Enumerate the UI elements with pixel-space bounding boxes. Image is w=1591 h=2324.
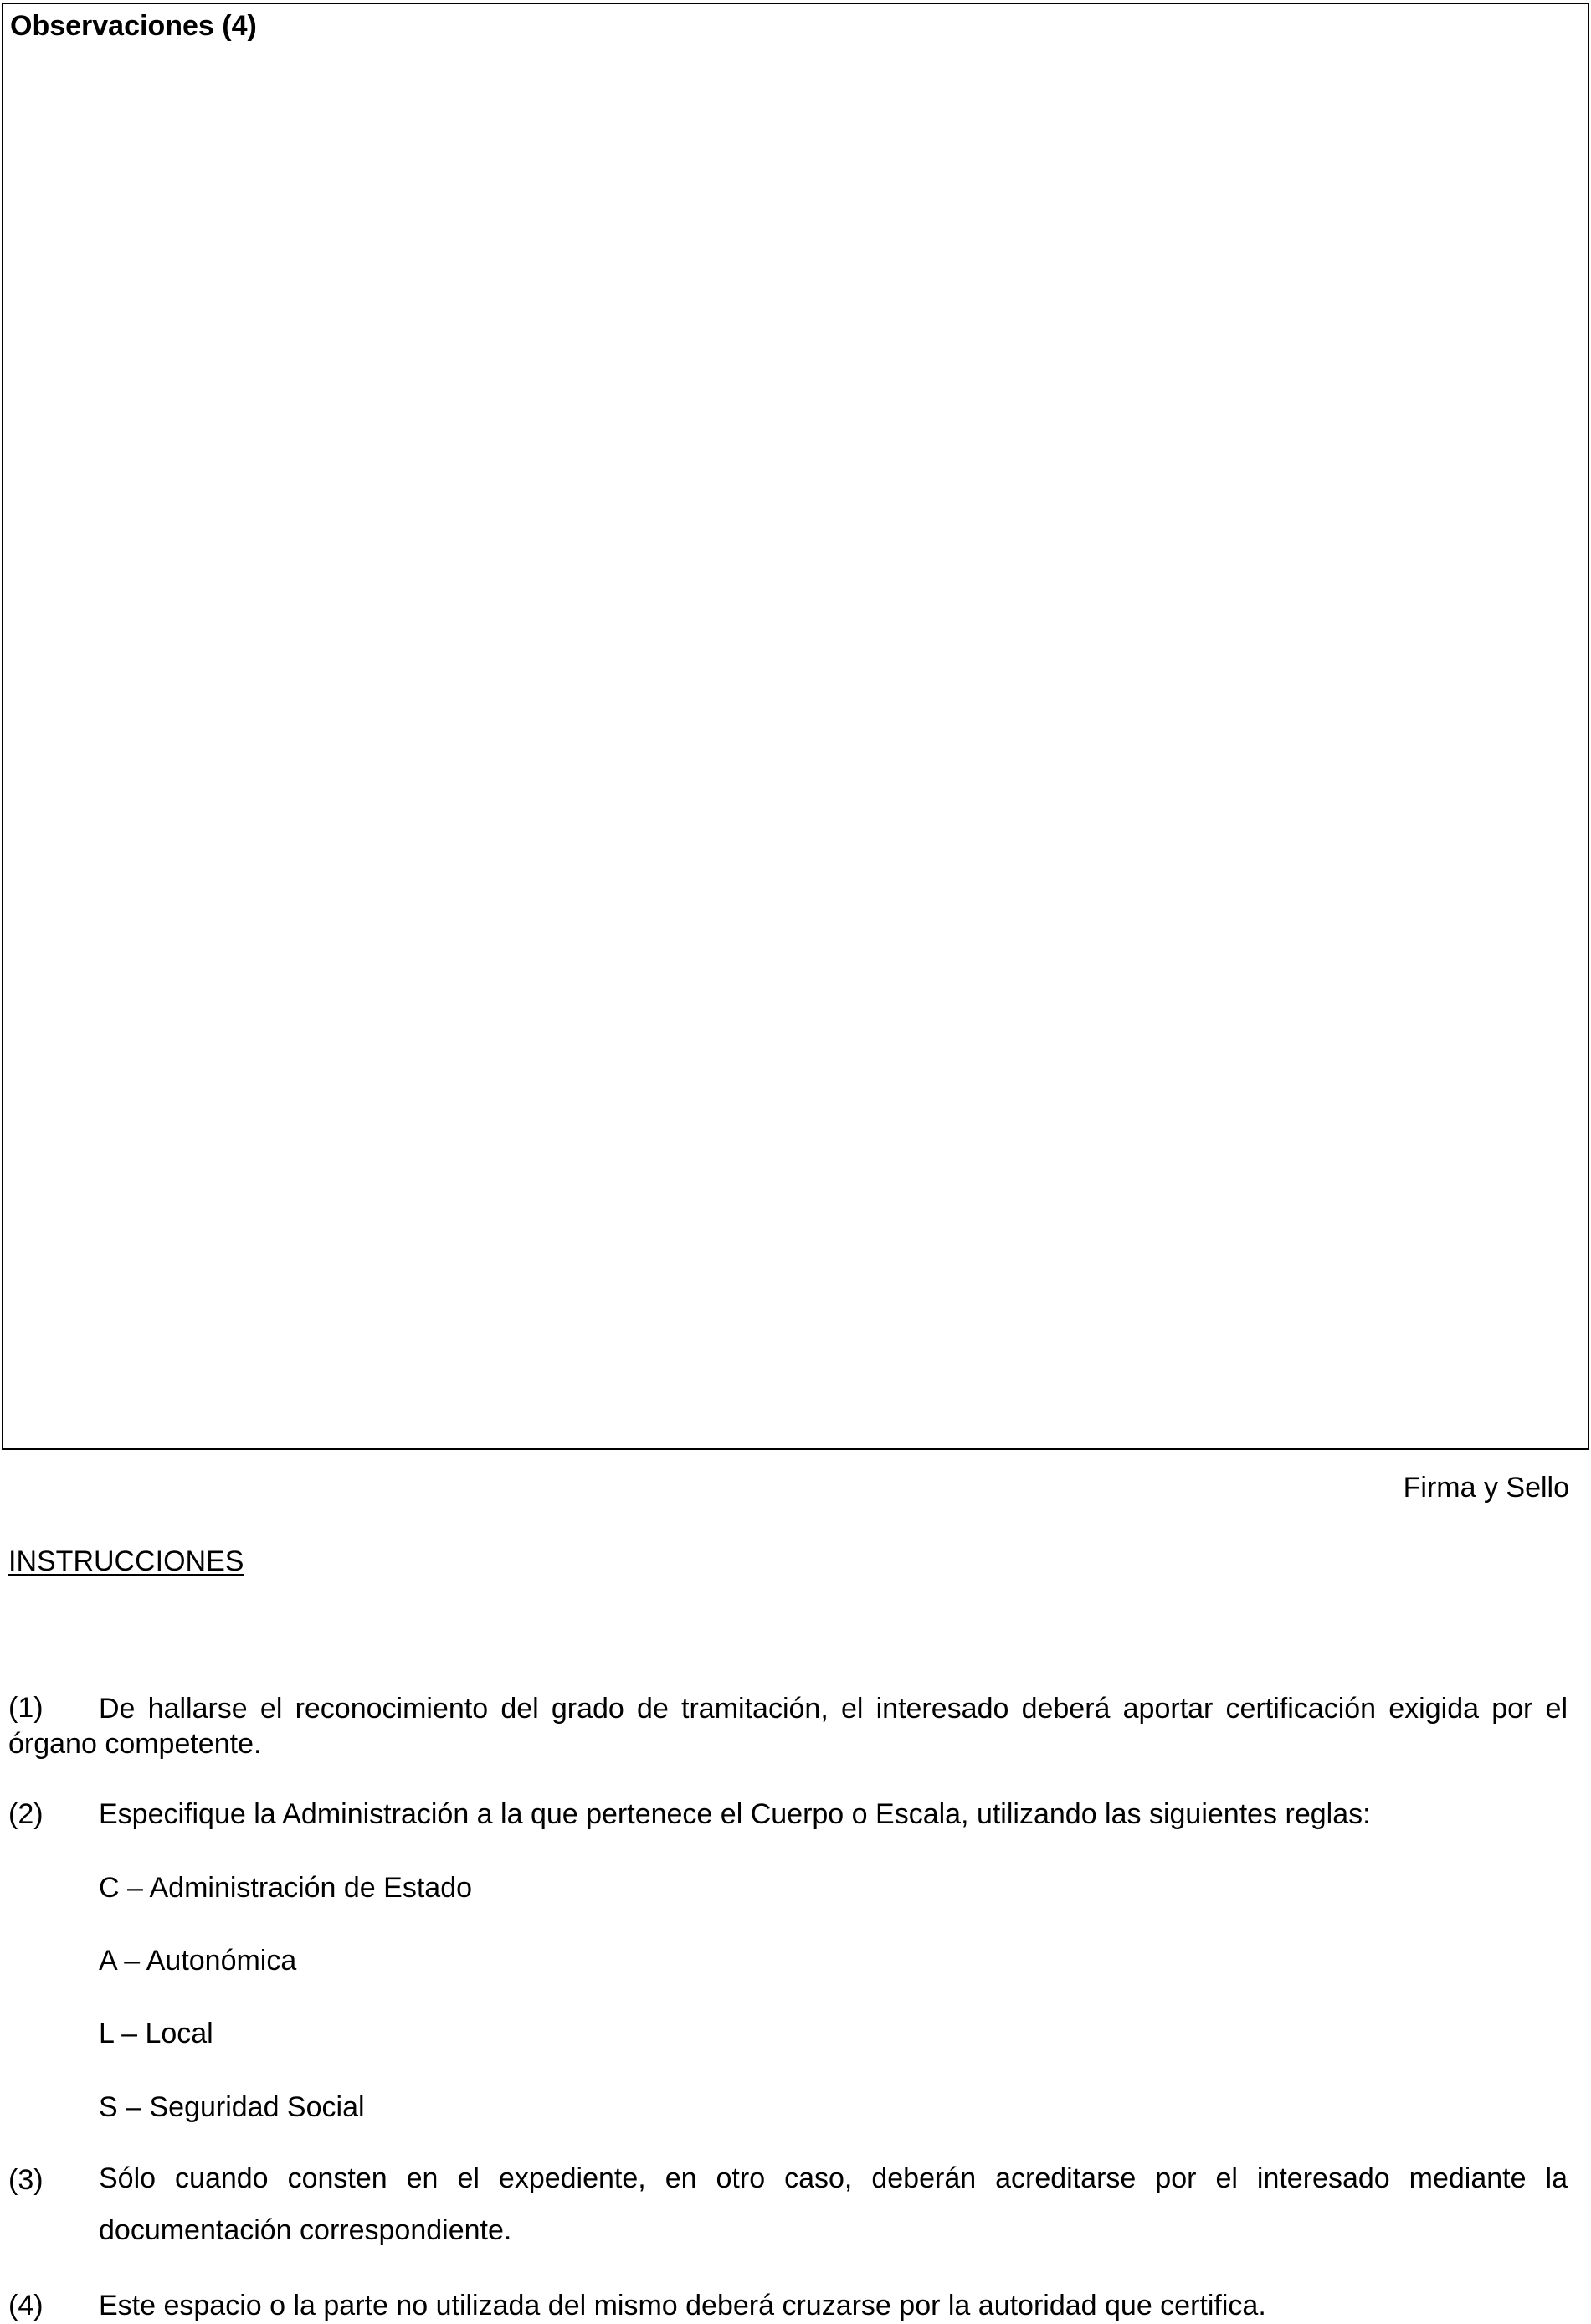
- note-number: (2): [8, 1798, 44, 1830]
- administration-rule-l: L – Local: [99, 2018, 213, 2049]
- instruction-note-1: [8, 1691, 1568, 1761]
- administration-rule-a: A – Autonómica: [99, 1945, 297, 1977]
- signature-label: Firma y Sello: [1403, 1472, 1569, 1504]
- note-number: (3): [8, 2164, 44, 2196]
- note-text: Sólo cuando consten en el expediente, en otro caso, deberán acreditarse por el interesado mediante la documentación correspondiente.: [99, 2162, 1568, 2246]
- note-number: (4): [8, 2290, 44, 2321]
- instructions-heading: INSTRUCCIONES: [8, 1545, 244, 1577]
- instruction-note-3: [8, 2163, 1568, 2256]
- instruction-note-2: [8, 1797, 1568, 1832]
- instruction-note-4: [8, 2289, 1568, 2323]
- note-text: De hallarse el reconocimiento del grado de tramitación, el interesado deberá aportar certificación exigida por el órgano competente.: [8, 1693, 1568, 1760]
- note-text: Especifique la Administración a la que pertenece el Cuerpo o Escala, utilizando las siguientes reglas:: [99, 1798, 1371, 1830]
- observaciones-box: [2, 3, 1589, 1450]
- administration-rule-s: S – Seguridad Social: [99, 2091, 365, 2123]
- note-number: (1): [8, 1692, 44, 1724]
- observaciones-title: Observaciones (4): [10, 10, 257, 42]
- administration-rule-c: C – Administración de Estado: [99, 1872, 473, 1904]
- note-text: Este espacio o la parte no utilizada del mismo deberá cruzarse por la autoridad que certifica.: [99, 2290, 1266, 2321]
